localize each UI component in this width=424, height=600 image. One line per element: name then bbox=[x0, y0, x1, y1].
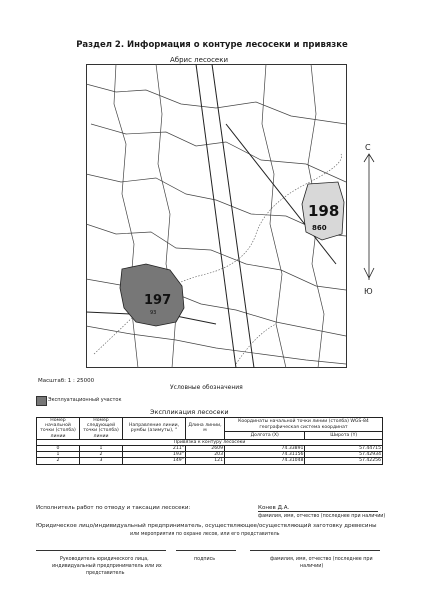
cell-direction: 149° bbox=[123, 458, 186, 464]
executor-caption: фамилия, имя, отчество (последнее при наличии) bbox=[258, 514, 386, 519]
cell-lat: 57.44715 bbox=[305, 446, 383, 452]
sign-right-caption-2: наличии) bbox=[300, 564, 324, 569]
subcolumn-header: Долгота (X) bbox=[225, 432, 305, 440]
cell-lat: 57.42934 bbox=[305, 452, 383, 458]
plot-198-number: 198 bbox=[308, 202, 340, 220]
column-header: Номер следующей точки (столба) линии bbox=[80, 418, 123, 440]
map-scale: Масштаб: 1 : 25000 bbox=[38, 378, 95, 384]
compass bbox=[358, 140, 380, 300]
signature-line-right bbox=[250, 550, 380, 551]
explication-title: Экспликация лесосеки bbox=[150, 408, 229, 416]
plot-198-sublabel: 860 bbox=[312, 224, 327, 232]
cell-lon: 74.31156 bbox=[225, 452, 305, 458]
sign-left-caption-2: индивидуальный предприниматель или их bbox=[52, 564, 162, 569]
cell-lon: 74.31048 bbox=[225, 458, 305, 464]
signature-line-left bbox=[36, 550, 166, 551]
cell-to: 2 bbox=[80, 452, 123, 458]
legend-title: Условные обозначения bbox=[170, 384, 243, 391]
cell-length: 2609 bbox=[186, 446, 225, 452]
sign-right-caption: фамилия, имя, отчество (последнее при bbox=[270, 557, 373, 562]
cell-lat: 57.42256 bbox=[305, 458, 383, 464]
abris-label: Абрис лесосеки bbox=[170, 56, 229, 64]
executor-name: Конев Д.А. bbox=[258, 505, 378, 512]
sign-left-caption: Руководитель юридического лица, bbox=[60, 557, 149, 562]
column-header: Координаты начальной точки линии (столба) WGS-84 географическая система координат bbox=[225, 418, 383, 432]
compass-south: Ю bbox=[364, 287, 373, 296]
column-header: Длина линии, м bbox=[186, 418, 225, 440]
cell-from: 1 bbox=[37, 452, 80, 458]
subcolumn-header: Широта (Y) bbox=[305, 432, 383, 440]
section-row: Привязка к контуру лесосеки bbox=[37, 439, 383, 445]
cell-direction: 211° bbox=[123, 446, 186, 452]
column-header: Номер начальной точки (столба) линии bbox=[37, 418, 80, 440]
legend-label: Эксплуатационный участок bbox=[48, 397, 122, 403]
cell-to: 1 bbox=[80, 446, 123, 452]
cell-length: 121 bbox=[186, 458, 225, 464]
cell-from: 2 bbox=[37, 458, 80, 464]
cell-direction: 193° bbox=[123, 452, 186, 458]
compass-north: С bbox=[365, 143, 371, 152]
cell-from: 0 bbox=[37, 446, 80, 452]
table-row bbox=[37, 458, 383, 464]
legal-entity-line: Юридическое лицо/индивидуальный предприниматель, осуществляющее/осуществляющий заготовку древесины bbox=[36, 523, 377, 529]
signature-line-mid bbox=[176, 550, 236, 551]
legend-swatch bbox=[36, 396, 47, 406]
plot-197-number: 197 bbox=[144, 293, 172, 308]
section-title: Раздел 2. Информация о контуре лесосеки и привязке bbox=[76, 40, 348, 50]
cell-lon: 74.33891 bbox=[225, 446, 305, 452]
column-header: Направление линии, румбы (азимуты), ° bbox=[123, 418, 186, 440]
explication-table bbox=[36, 417, 383, 465]
forest-plot-map bbox=[86, 64, 347, 368]
plot-197-sublabel: 93 bbox=[150, 310, 157, 316]
cell-to: 3 bbox=[80, 458, 123, 464]
cell-length: 203 bbox=[186, 452, 225, 458]
executor-label: Исполнитель работ по отводу и таксации лесосеки: bbox=[36, 505, 191, 511]
sign-left-caption-3: представитель bbox=[86, 571, 125, 576]
legal-entity-line-2: или мероприятия по охране лесов, или его представитель bbox=[130, 532, 280, 537]
sign-mid-caption: подпись bbox=[194, 557, 216, 562]
